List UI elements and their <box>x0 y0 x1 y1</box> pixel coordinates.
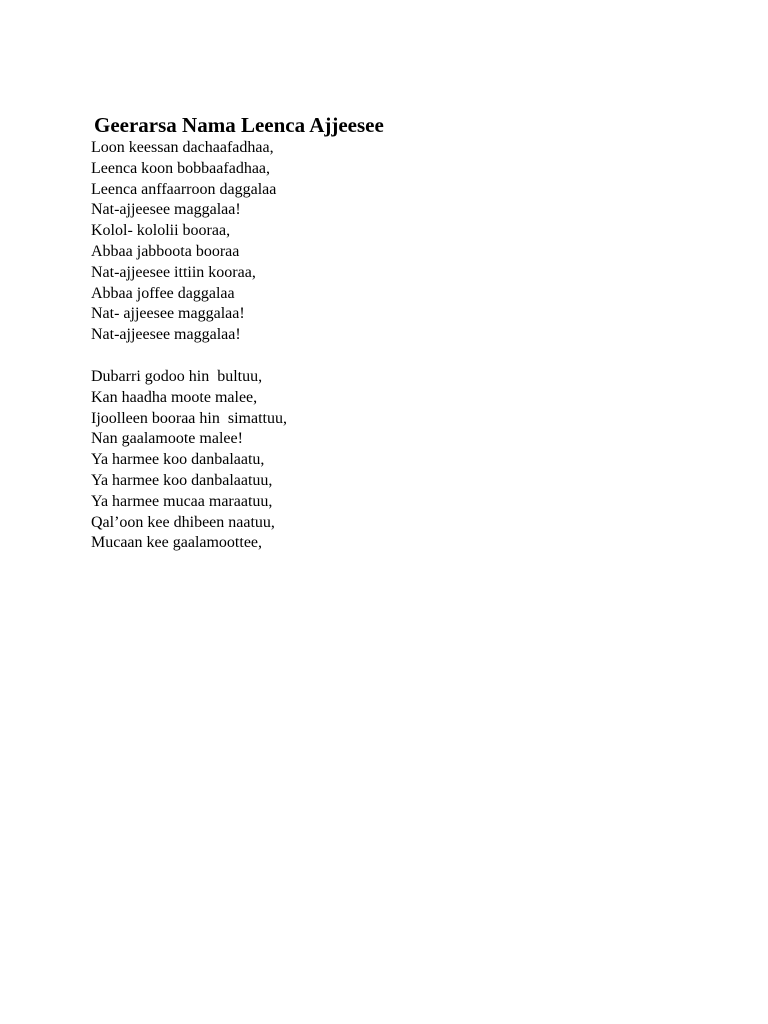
poem-line: Kan haadha moote malee, <box>91 388 258 406</box>
poem-line: Nat-ajjeesee ittiin kooraa, <box>91 263 256 281</box>
poem-line: Qal’oon kee dhibeen naatuu, <box>91 513 275 531</box>
poem-line: Ya harmee koo danbalaatu, <box>91 451 265 469</box>
poem-line: Dubarri godoo hin bultuu, <box>91 368 263 385</box>
poem-line: Abbaa joffee daggalaa <box>91 284 235 302</box>
stanza-2 <box>91 367 287 554</box>
poem-line: Loon keessan dachaafadhaa, <box>91 139 274 156</box>
poem-line: Nat-ajjeesee maggalaa! <box>91 326 241 344</box>
poem-line: Nat-ajjeesee maggalaa! <box>91 201 241 219</box>
poem-line: Ijoolleen booraa hin simattuu, <box>91 409 287 427</box>
stanza-1 <box>91 138 276 346</box>
poem-line: Kolol- kololii booraa, <box>91 222 231 240</box>
poem-line: Ya harmee koo danbalaatuu, <box>91 471 273 489</box>
poem-title: Geerarsa Nama Leenca Ajjeesee <box>94 113 384 137</box>
poem-line: Mucaan kee gaalamoottee, <box>91 534 263 552</box>
poem-line: Leenca anffaarroon daggalaa <box>91 180 277 198</box>
poem-line: Abbaa jabboota booraa <box>91 242 240 260</box>
poem-line: Nat- ajjeesee maggalaa! <box>91 305 245 323</box>
poem-line: Leenca koon bobbaafadhaa, <box>91 159 271 177</box>
poem-line: Nan gaalamoote malee! <box>91 430 243 448</box>
poem-line: Ya harmee mucaa maraatuu, <box>91 492 273 510</box>
